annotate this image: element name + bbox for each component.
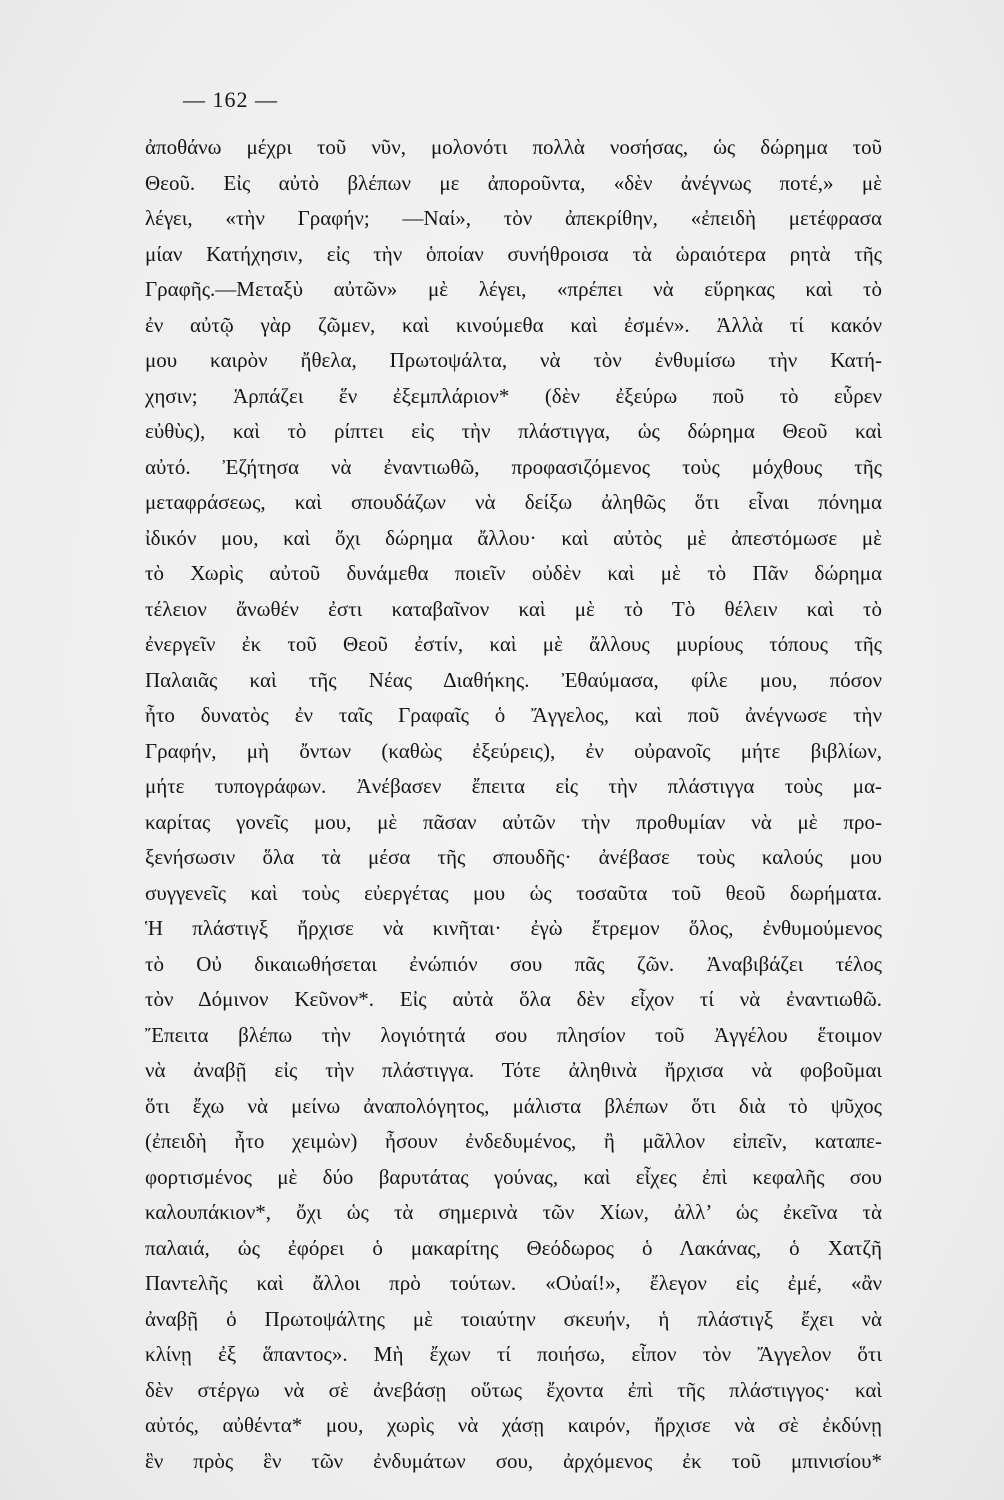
text-line: μου καιρὸν ἤθελα, Πρωτοψάλτα, νὰ τὸν ἐνθυμίσω τὴν Κατή- xyxy=(145,348,882,372)
text-line: Παλαιᾶς καὶ τῆς Νέας Διαθήκης. Ἐθαύμασα, φίλε μου, πόσον xyxy=(145,667,882,692)
text-line: παλαιά, ὡς ἐφόρει ὁ μακαρίτης Θεόδωρος ὁ Λακάνας, ὁ Χατζῆ xyxy=(145,1235,882,1260)
text-line: δὲν στέργω νὰ σὲ ἀνεβάσῃ οὕτως ἔχοντα ἐπὶ τῆς πλάστιγγος· καὶ xyxy=(145,1377,882,1402)
text-line: τέλειον ἄνωθέν ἐστι καταβαῖνον καὶ μὲ τὸ Τὸ θέλειν καὶ τὸ xyxy=(145,596,882,621)
text-line: νὰ ἀναβῇ εἰς τὴν πλάστιγγα. Τότε ἀληθινὰ ἤρχισα νὰ φοβοῦμαι xyxy=(145,1058,882,1082)
text-line: ἦτο δυνατὸς ἐν ταῖς Γραφαῖς ὁ Ἄγγελος, καὶ ποῦ ἀνέγνωσε τὴν xyxy=(145,703,882,727)
text-line: τὸ Οὐ δικαιωθήσεται ἐνώπιόν σου πᾶς ζῶν. Ἀναβιβάζει τέλος xyxy=(145,951,882,976)
text-line: ἀναβῇ ὁ Πρωτοψάλτης μὲ τοιαύτην σκευήν, ἡ πλάστιγξ ἔχει νὰ xyxy=(145,1306,882,1331)
text-line: εὐθὺς), καὶ τὸ ρίπτει εἰς τὴν πλάστιγγα, ὡς δώρημα Θεοῦ καὶ xyxy=(145,419,882,443)
text-line: Παντελῆς καὶ ἄλλοι πρὸ τούτων. «Οὐαί!», ἔλεγον εἰς ἐμέ, «ἂν xyxy=(145,1271,882,1295)
text-line: μήτε τυπογράφων. Ἀνέβασεν ἔπειτα εἰς τὴν πλάστιγγα τοὺς μα- xyxy=(145,774,882,798)
text-line: φορτισμένος μὲ δύο βαρυτάτας γούνας, καὶ εἶχες ἐπὶ κεφαλῆς σου xyxy=(145,1164,882,1189)
text-line: τὸ Χωρὶς αὐτοῦ δυνάμεθα ποιεῖν οὐδὲν καὶ μὲ τὸ Πᾶν δώρημα xyxy=(145,561,882,585)
text-line: μεταφράσεως, καὶ σπουδάζων νὰ δείξω ἀληθῶς ὅτι εἶναι πόνημα xyxy=(145,490,882,514)
text-line: Ἡ πλάστιγξ ἤρχισε νὰ κινῆται· ἐγὼ ἔτρεμον ὅλος, ἐνθυμούμενος xyxy=(145,916,882,940)
text-line: αὐτός, αὐθέντα* μου, χωρὶς νὰ χάσῃ καιρόν, ἤρχισε νὰ σὲ ἐκδύνῃ xyxy=(145,1413,882,1437)
text-line: συγγενεῖς καὶ τοὺς εὐεργέτας μου ὡς τοσαῦτα τοῦ θεοῦ δωρήματα. xyxy=(145,880,882,905)
body-text xyxy=(145,130,882,1479)
text-line: ἐν αὐτῷ γὰρ ζῶμεν, καὶ κινούμεθα καὶ ἐσμέν». Ἀλλὰ τί κακόν xyxy=(145,312,882,337)
text-line: ἰδικόν μου, καὶ ὄχι δώρημα ἄλλου· καὶ αὐτὸς μὲ ἀπεστόμωσε μὲ xyxy=(145,525,882,550)
text-line: καρίτας γονεῖς μου, μὲ πᾶσαν αὐτῶν τὴν προθυμίαν νὰ μὲ προ- xyxy=(145,809,882,834)
text-line: λέγει, «τὴν Γραφήν; —Ναί», τὸν ἀπεκρίθην, «ἐπειδὴ μετέφρασα xyxy=(145,206,882,230)
text-line: τὸν Δόμινον Κεῦνον*. Εἰς αὐτὰ ὅλα δὲν εἶχον τί νὰ ἐναντιωθῶ. xyxy=(145,987,882,1011)
text-line: Θεοῦ. Εἰς αὐτὸ βλέπων με ἀποροῦντα, «δὲν ἀνέγνως ποτέ,» μὲ xyxy=(145,170,882,195)
text-line: Γραφήν, μὴ ὄντων (καθὼς ἐξεύρεις), ἐν οὐρανοῖς μήτε βιβλίων, xyxy=(145,738,882,763)
text-line: κλίνῃ ἐξ ἅπαντος». Μὴ ἔχων τί ποιήσω, εἶπον τὸν Ἄγγελον ὅτι xyxy=(145,1342,882,1366)
text-line: καλουπάκιον*, ὄχι ὡς τὰ σημερινὰ τῶν Χίων, ἀλλ’ ὡς ἐκεῖνα τὰ xyxy=(145,1200,882,1224)
text-line: (ἐπειδὴ ἦτο χειμὼν) ἦσουν ἐνδεδυμένος, ἢ μᾶλλον εἰπεῖν, καταπε- xyxy=(145,1129,882,1153)
text-line: μίαν Κατήχησιν, εἰς τὴν ὁποίαν συνήθροισα τὰ ὡραιότερα ρητὰ τῆς xyxy=(145,241,882,266)
text-line: Ἔπειτα βλέπω τὴν λογιότητά σου πλησίον τοῦ Ἀγγέλου ἕτοιμον xyxy=(145,1022,882,1047)
text-line: αὐτό. Ἐζήτησα νὰ ἐναντιωθῶ, προφασιζόμενος τοὺς μόχθους τῆς xyxy=(145,454,882,479)
page-number: — 162 — xyxy=(183,87,278,112)
text-line: ξενήσωσιν ὅλα τὰ μέσα τῆς σπουδῆς· ἀνέβασε τοὺς καλούς μου xyxy=(145,845,882,869)
text-line: Γραφῆς.—Μεταξὺ αὐτῶν» μὲ λέγει, «πρέπει νὰ εὕρηκας καὶ τὸ xyxy=(145,277,882,301)
text-line: ἓν πρὸς ἓν τῶν ἐνδυμάτων σου, ἀρχόμενος ἐκ τοῦ μπινισίου* xyxy=(145,1448,882,1473)
text-line: ἐνεργεῖν ἐκ τοῦ Θεοῦ ἐστίν, καὶ μὲ ἄλλους μυρίους τόπους τῆς xyxy=(145,632,882,656)
text-line: χησιν; Ἁρπάζει ἕν ἐξεμπλάριον* (δὲν ἐξεύρω ποῦ τὸ εὗρεν xyxy=(145,383,882,408)
text-line: ἀποθάνω μέχρι τοῦ νῦν, μολονότι πολλὰ νοσήσας, ὡς δώρημα τοῦ xyxy=(145,135,882,159)
text-line: ὅτι ἔχω νὰ μείνω ἀναπολόγητος, μάλιστα βλέπων ὅτι διὰ τὸ ψῦχος xyxy=(145,1093,882,1118)
